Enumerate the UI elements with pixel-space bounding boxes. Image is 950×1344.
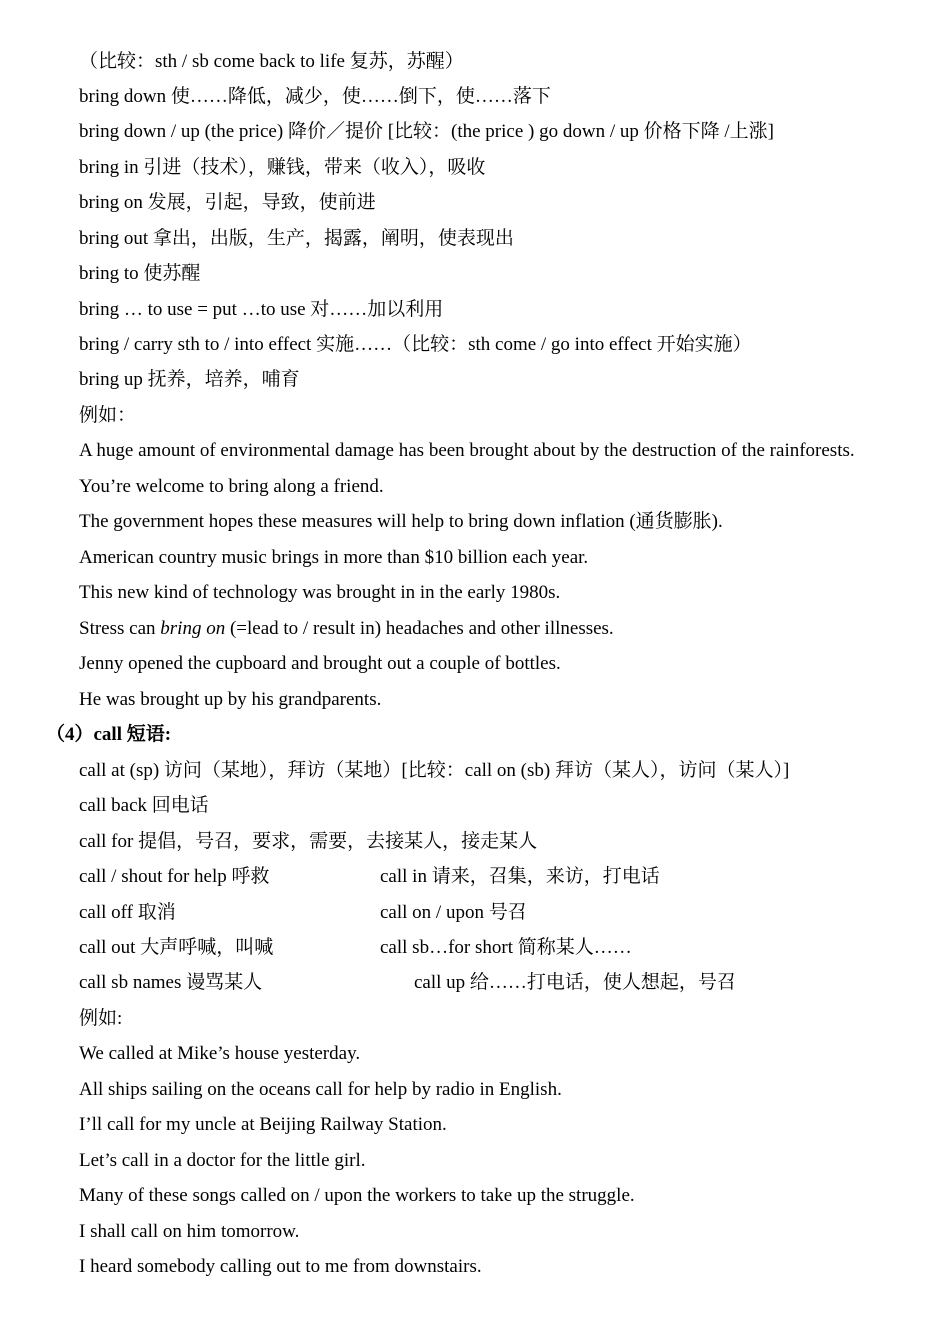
phrase-pair-right: call sb…for short 简称某人…… [380, 937, 632, 958]
phrase-line-bring-to: bring to 使苏醒 [79, 263, 201, 284]
example-sentence: This new kind of technology was brought in in the early 1980s. [79, 582, 561, 603]
example-label: 例如: [79, 1008, 123, 1029]
example-sentence: Many of these songs called on / upon the workers to take up the struggle. [79, 1185, 635, 1206]
example-sentence: All ships sailing on the oceans call for help by radio in English. [79, 1079, 562, 1100]
example-sentence: He was brought up by his grandparents. [79, 689, 382, 710]
phrase-line-call-at: call at (sp) 访问（某地），拜访（某地）[比较：call on (sb) 拜访（某人），访问（某人）] [79, 760, 790, 781]
phrase-line-bring-down-up-price: bring down / up (the price) 降价／提价 [比较：(the price ) go down / up 价格下降 /上涨] [79, 121, 774, 142]
example-sentence: I’ll call for my uncle at Beijing Railway Station. [79, 1114, 447, 1135]
phrase-pair-left: call sb names 谩骂某人 [79, 972, 263, 993]
phrase-line-call-for: call for 提倡，号召，要求，需要，去接某人，接走某人 [79, 831, 538, 852]
phrase-line-bring-into-effect: bring / carry sth to / into effect 实施……（比较：sth come / go into effect 开始实施） [79, 334, 752, 355]
compare-note-line: （比较：sth / sb come back to life 复苏，苏醒） [79, 51, 464, 72]
phrase-pair-right: call up 给……打电话，使人想起，号召 [414, 972, 736, 993]
phrase-line-call-back: call back 回电话 [79, 795, 209, 816]
example-sentence-stress [79, 617, 614, 641]
phrase-line-bring-in: bring in 引进（技术），赚钱，带来（收入），吸收 [79, 157, 486, 178]
example-sentence: I heard somebody calling out to me from downstairs. [79, 1256, 482, 1277]
stress-text-before: Stress can [79, 618, 161, 639]
example-sentence: You’re welcome to bring along a friend. [79, 476, 384, 497]
example-sentence: Jenny opened the cupboard and brought out a couple of bottles. [79, 653, 561, 674]
phrase-pair-right: call on / upon 号召 [380, 902, 527, 923]
example-sentence: American country music brings in more than $10 billion each year. [79, 547, 589, 568]
example-sentence: A huge amount of environmental damage has been brought about by the destruction of the rainforests. [79, 440, 855, 461]
section-heading-call: （4）call 短语: [46, 724, 172, 745]
stress-text-italic: bring on [160, 618, 226, 639]
phrase-line-bring-up: bring up 抚养，培养，哺育 [79, 369, 300, 390]
phrase-line-bring-down: bring down 使……降低，减少，使……倒下，使……落下 [79, 86, 551, 107]
phrase-pair-left: call off 取消 [79, 902, 176, 923]
stress-text-after: (=lead to / result in) headaches and other illnesses. [225, 618, 614, 639]
phrase-line-bring-out: bring out 拿出，出版，生产，揭露，阐明，使表现出 [79, 228, 514, 249]
example-label: 例如： [79, 405, 137, 426]
example-sentence: Let’s call in a doctor for the little girl. [79, 1150, 366, 1171]
phrase-line-bring-on: bring on 发展，引起，导致，使前进 [79, 192, 376, 213]
example-sentence: I shall call on him tomorrow. [79, 1221, 300, 1242]
example-sentence: The government hopes these measures will help to bring down inflation (通货膨胀). [79, 511, 723, 532]
example-sentence: We called at Mike’s house yesterday. [79, 1043, 361, 1064]
phrase-line-bring-to-use: bring … to use = put …to use 对……加以利用 [79, 299, 444, 320]
phrase-pair-left: call out 大声呼喊，叫喊 [79, 937, 274, 958]
phrase-pair-right: call in 请来，召集，来访，打电话 [380, 866, 660, 887]
phrase-pair-left: call / shout for help 呼救 [79, 866, 270, 887]
